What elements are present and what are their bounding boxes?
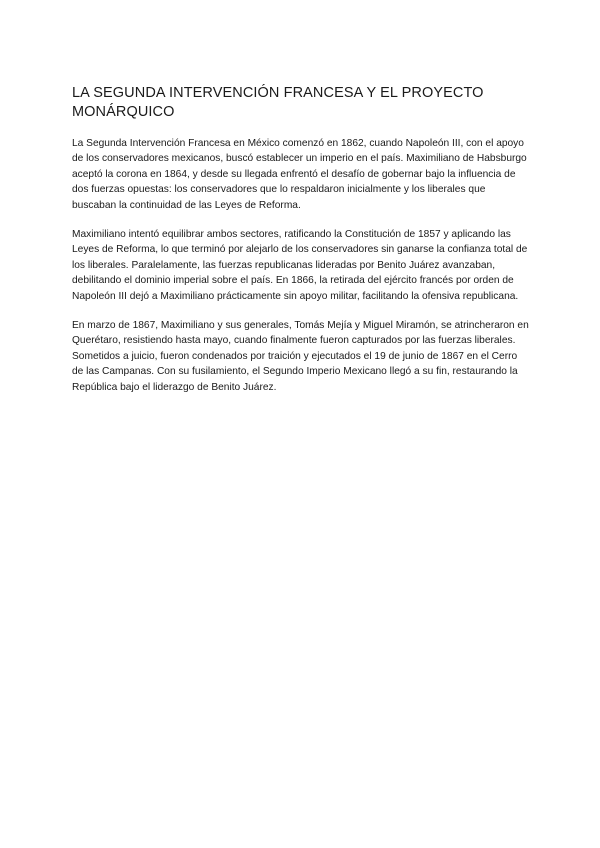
document-body bbox=[72, 84, 530, 409]
document-title: LA SEGUNDA INTERVENCIÓN FRANCESA Y EL PROYECTO MONÁRQUICO bbox=[72, 85, 484, 120]
paragraph-maximiliano-policy: Maximiliano intentó equilibrar ambos sectores, ratificando la Constitución de 1857 y aplicando las Leyes de Reforma, lo que terminó por alejarlo de los conservadores sin ganarse la confianza total de los liberales. Paralelamente, las fuerzas republicanas lideradas por Benito Juárez avanzaban, debilitando el dominio imperial sobre el país. En 1866, la retirada del ejército francés por orden de Napoleón III dejó a Maximiliano prácticamente sin apoyo militar, facilitando la ofensiva republicana. bbox=[72, 229, 528, 302]
paragraph-queretaro-end: En marzo de 1867, Maximiliano y sus generales, Tomás Mejía y Miguel Miramón, se atrincheraron en Querétaro, resistiendo hasta mayo, cuando finalmente fueron capturados por las fuerzas liberales. Sometidos a juicio, fueron condenados por traición y ejecutados el 19 de junio de 1867 en el Cerro de las Campanas. Con su fusilamiento, el Segundo Imperio Mexicano llegó a su fin, restaurando la República bajo el liderazgo de Benito Juárez. bbox=[72, 320, 529, 393]
paragraph-intro: La Segunda Intervención Francesa en México comenzó en 1862, cuando Napoleón III, con el apoyo de los conservadores mexicanos, buscó establecer un imperio en el país. Maximiliano de Habsburgo aceptó la corona en 1864, y desde su llegada enfrentó el desafío de gobernar bajo la influencia de dos fuerzas opuestas: los conservadores que lo respaldaron inicialmente y los liberales que buscaban la continuidad de las Leyes de Reforma. bbox=[72, 138, 527, 211]
